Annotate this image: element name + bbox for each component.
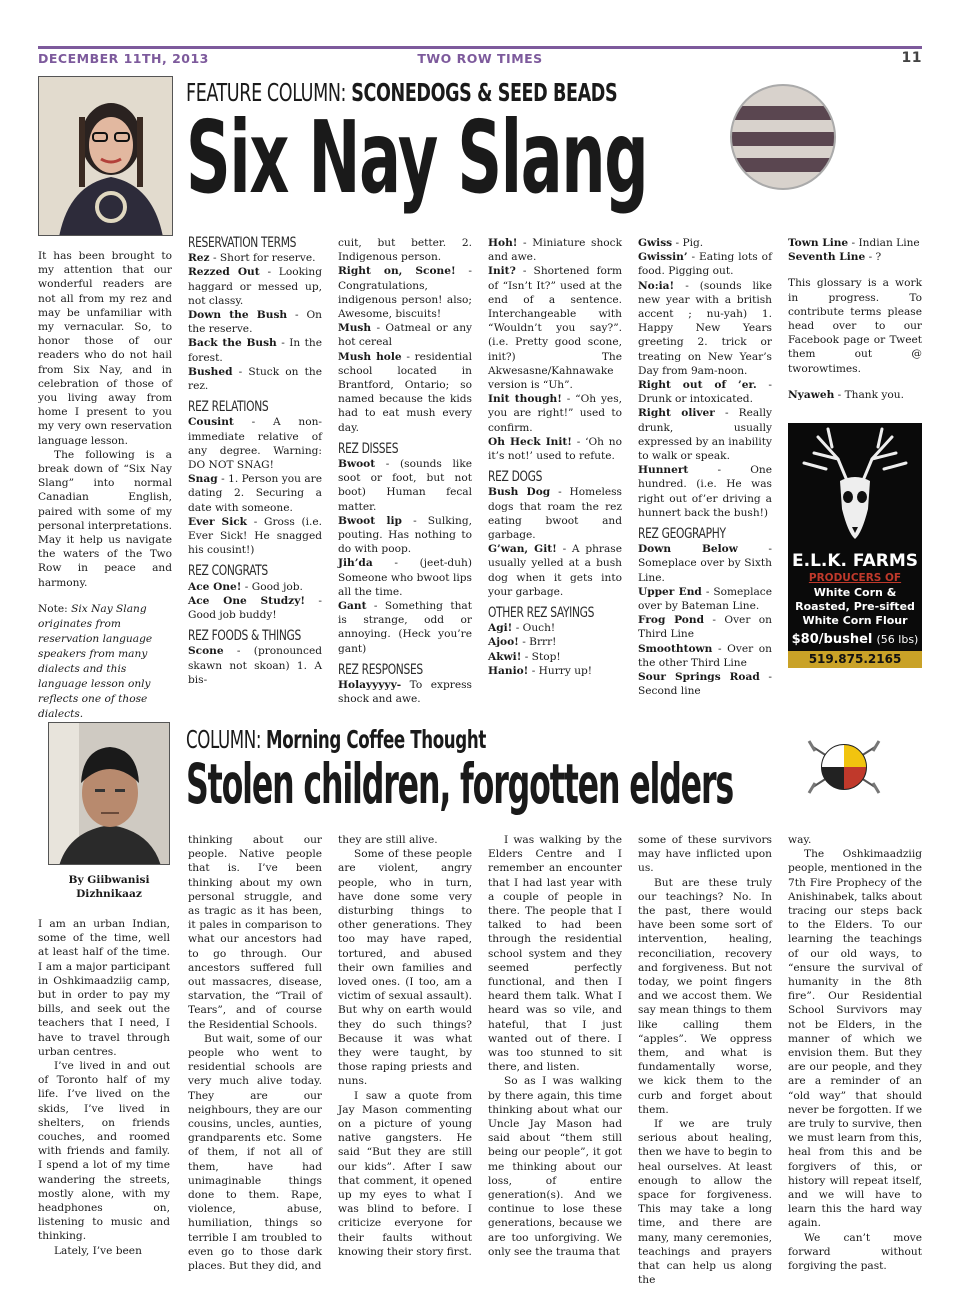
glossary-definition: - Hurry up! xyxy=(531,664,593,677)
glossary-term: Scone xyxy=(188,645,224,658)
glossary-term: Mush hole xyxy=(338,350,402,363)
column-name: Morning Coffee Thought xyxy=(266,725,486,754)
glossary-definition: - Miniature shock and awe. xyxy=(488,237,622,264)
beadwork-image xyxy=(728,82,838,192)
glossary-term: Frog Pond xyxy=(638,614,704,627)
glossary-term: Bwoot lip xyxy=(338,514,402,527)
glossary-term: Cousint xyxy=(188,416,234,429)
glossary-term: Right oliver xyxy=(638,407,715,420)
article-paragraph: But wait, some of our people who went to residential schools are very much alive today. They are our neighbours, they are our cousins, uncles, aunties, grandparents etc. Some of them, if not all of them, have had unimaginable things done to them. Rape, violence, abuse, humiliation, things so terrible I am troubled to even go to those dark places. But they did, and xyxy=(188,1032,322,1273)
note-text: Six Nay Slang originates from reservation language speakers from many dialects and this language lesson only reflects one of those dialects. xyxy=(38,602,153,720)
glossary-term: Bush Dog xyxy=(488,486,551,499)
article-paragraph: I saw a quote from Jay Mason commenting on a picture of young native gangsters. He said “But they are still our kids”. After I saw that comment, it opened up my eyes to what I was blind to before. I criticize everyone for their faults without knowing their story first. xyxy=(338,1089,472,1258)
article-paragraph: Some of these people are violent, angry people, who in turn, have done some very disturbing things to other generations. They too may have raped, tortured, and abused their own families and loved ones. (I too, am a victim of sexual assault). But why on earth would they do such things? Because it was what they were taught, by those raping priests and nuns. xyxy=(338,848,472,1088)
glossary-definition: - Good job. xyxy=(244,580,303,593)
glossary-term: Hunnert xyxy=(638,464,689,477)
glossary-definition: - Indian Line xyxy=(851,237,920,249)
glossary-definition: - A non-immediate relative of any degree. Warning: DO NOT SNAG! xyxy=(188,416,322,472)
glossary-term: Nyaweh xyxy=(788,388,835,401)
article-paragraph: I’ve lived in and out of Toronto half of my life. I’ve lived on the skids, I’ve lived in shelters, on friends couches, and roomed with friends and family. I spend a lot of my time wandering the streets, mostly alone, with my headphones on, listening to music and thinking. xyxy=(38,1060,170,1243)
glossary-definition: - Oatmeal or any hot cereal xyxy=(338,322,472,349)
ad-weight: (56 lbs) xyxy=(876,633,919,646)
column-headline: Stolen children, forgotten elders xyxy=(186,752,734,816)
ad-subheading: PRODUCERS OF xyxy=(808,572,902,584)
glossary-term: Init though! xyxy=(488,393,562,406)
glossary-term: Down Below xyxy=(638,543,738,556)
ad-price: $80/bushel xyxy=(791,632,873,647)
article-column-2 xyxy=(188,833,322,1273)
glossary-definition: - Really drunk, usually expressed by an inability to walk or speak. xyxy=(638,407,773,463)
glossary-definition: - 1. Person you are dating 2. Securing a date with someone. xyxy=(188,473,322,514)
glossary-definition: - Looking haggard or messed up, not classy. xyxy=(188,266,322,307)
article-paragraph: The Oshkimaadziig people, mentioned in the 7th Fire Prophecy of the Anishinabek, talks about tracing our steps back to the Elders. To our learning the teachings of our old ways, to “ensure the survival of humanity in the 8th fire”. Our Residential School Survivors may not be Elders, in the manner of which we envision them. But they are our people, and they are a reminder of an “old way” that should never be forgotten. If we are truly to survive, then we must learn from this, heal from this and be forgivers of this, or history will repeat itself, and we will have to learn this the hard way again. xyxy=(788,848,922,1230)
glossary-definition: - Homeless dogs that roam the rez eating bwoot and garbage. xyxy=(488,486,622,542)
glossary-term: Bushed xyxy=(188,365,233,378)
article-paragraph: thinking about our people. Native people that is. I’ve been thinking about my own personal struggle, and as tragic as it has been, it pales in comparison to what our ancestors had to go through. Our ancestors suffered full out massacres, disease, starvation, the “Trail of Tears”, and of course the Residential Schools. xyxy=(188,834,322,1031)
column-kicker-label: COLUMN: xyxy=(186,725,262,754)
glossary-definition: To express shock and awe. xyxy=(338,679,472,706)
medicine-wheel-icon xyxy=(805,727,883,805)
section-heading: REZ DOGS xyxy=(488,469,543,486)
article-paragraph: I am an urban Indian, some of the time, well at least half of the time. I am a major participant in Oshkimaadziig camp, but in order to pay my bills, and seek out the teachers that I need, I have to travel through urban centres. xyxy=(38,918,170,1058)
glossary-column-4 xyxy=(488,236,622,678)
glossary-term: Bwoot xyxy=(338,458,376,471)
article-paragraph: If we are truly serious about healing, then we have to begin to heal ourselves. At least enough to allow the space for forgiveness. This may take a long time, and there are many, many ceremonies, teachings and prayers that can help us along the xyxy=(638,1118,772,1287)
ad-business-name: E.L.K. FARMS xyxy=(792,551,918,571)
glossary-term: Ace One! xyxy=(188,580,242,593)
glossary-term: Ajoo! xyxy=(488,636,519,649)
glossary-definition: - Sulking, pouting. Has nothing to do with poop. xyxy=(338,514,472,556)
byline xyxy=(48,873,170,901)
ad-phone: 519.875.2165 xyxy=(788,651,922,668)
intro-paragraph: The following is a break down of “Six Nay Slang” into normal Canadian English, paired with some of my personal interpretations. May it help us navigate the waters of the Two Row in peace and harmony. xyxy=(38,448,172,589)
glossary-column-3 xyxy=(338,236,472,707)
glossary-term: Right out of ’er. xyxy=(638,379,757,392)
glossary-term: Gwiss xyxy=(638,237,673,249)
glossary-term: Init? xyxy=(488,265,516,278)
glossary-definition: - ‘Oh no it’s not!’ used to refute. xyxy=(488,435,623,463)
article-paragraph: they are still alive. xyxy=(338,834,438,846)
note-label: Note: xyxy=(38,602,68,615)
issue-date: DECEMBER 11TH, 2013 xyxy=(38,51,209,66)
columnist-photo xyxy=(38,76,173,236)
page-header xyxy=(38,46,922,68)
article-column-1 xyxy=(38,917,170,1258)
glossary-term: Smoothtown xyxy=(638,642,713,655)
glossary-definition: - Congratulations, indigenous person! also; Awesome, biscuits! xyxy=(338,265,472,321)
glossary-definition: - In the forest. xyxy=(188,337,322,364)
glossary-term: Rez xyxy=(188,252,210,265)
article-column-3 xyxy=(338,833,472,1259)
article-column-4 xyxy=(488,833,622,1259)
glossary-definition: - Gross (i.e. Ever Sick! He snagged his cousint!) xyxy=(188,515,322,557)
glossary-term: Snag xyxy=(188,473,218,486)
column-kicker xyxy=(186,725,486,754)
ad-product-line: White Corn Flour xyxy=(802,614,908,627)
section-heading: RESERVATION TERMS xyxy=(188,235,297,251)
article-paragraph: So as I was walking by there again, this time thinking about what our Uncle Jay Mason had said about “them still being our people”, it got me thinking about our loss, of entire generation(s). And we continue to lose these generations, because we are too unforgiving. We only see the trauma that xyxy=(488,1075,622,1258)
columnist-portrait-image xyxy=(49,723,170,865)
glossary-definition: - Stop! xyxy=(524,650,561,663)
glossary-definition: - (sounds like soot or foot, but not boot) Human fecal matter. xyxy=(338,458,473,513)
glossary-definition: - Ouch! xyxy=(515,622,556,635)
article-paragraph: But are these truly our teachings? No. In the past, there would have been some sort of intervention, healing, reconciliation, recovery and forgiveness. But not today, we point fingers and we accost them. We say mean things to them like calling them “apples”. We oppress them, and what is fundamentally worse, we kick them to the curb and forget about them. xyxy=(638,876,772,1116)
glossary-term: Upper End xyxy=(638,585,702,598)
glossary-term: Gant xyxy=(338,600,367,613)
glossary-definition: cuit, but better. 2. Indigenous person. xyxy=(338,237,472,264)
intro-paragraph: It has been brought to my attention that our wonderful readers are not all from my rez and may be unfamiliar with my vernacular. So, to honor those of our readers who do not hail from Six Nay, and in celebration of those of you living away from home I present to you my very own reservation language lesson. xyxy=(38,250,172,447)
glossary-definition: - Over on the other Third Line xyxy=(638,642,772,669)
section-heading: REZ RESPONSES xyxy=(338,661,423,678)
glossary-definition: - Eating lots of food. Pigging out. xyxy=(638,251,772,278)
glossary-definition: - Something that is strange, odd or annoying. (Heck you’re gant) xyxy=(338,600,472,655)
columnist-portrait-image xyxy=(39,77,173,236)
byline-author: By Giibwanisi xyxy=(68,874,150,886)
glossary-term: Seventh Line xyxy=(788,251,866,264)
glossary-definition: - Someplace over by Sixth Line. xyxy=(638,543,773,584)
glossary-term: Akwi! xyxy=(488,650,522,663)
glossary-term: Right on, Scone! xyxy=(338,265,456,278)
glossary-definition: - Someplace over by Bateman Line. xyxy=(638,585,772,613)
glossary-definition: - Good job buddy! xyxy=(188,594,322,622)
ad-product-line: White Corn & xyxy=(813,586,897,599)
glossary-definition: - (jeet-duh) Someone who bwoot lips all the time. xyxy=(338,557,472,598)
glossary-term: Oh Heck Init! xyxy=(488,435,572,448)
ad-product-line: Roasted, Pre-sifted xyxy=(795,600,915,613)
glossary-definition: - (sounds like new year with a british accent ; nu-yah) 1. Happy New Years greeting 2. trick or treating on New Year’s Day from 9am-noon. xyxy=(638,279,772,377)
glossary-term: Back the Bush xyxy=(188,337,277,350)
glossary-definition: - “Oh yes, you are right!” used to confirm. xyxy=(488,393,622,434)
glossary-definition: - Over on Third Line xyxy=(638,614,773,641)
glossary-term: Mush xyxy=(338,322,372,335)
feature-intro-column xyxy=(38,249,172,722)
masthead-title: TWO ROW TIMES xyxy=(417,51,543,66)
section-heading: REZ DISSES xyxy=(338,440,399,457)
glossary-definition: - Pig. xyxy=(675,237,704,249)
glossary-term: Hoh! xyxy=(488,237,518,249)
glossary-definition: - One hundred. (i.e. He was right out of’er driving a hunnert back the bush!) xyxy=(638,464,772,519)
glossary-note: This glossary is a work in progress. To contribute terms please head over to our Facebook page or Tweet them out @ tworowtimes. xyxy=(788,277,922,375)
article-paragraph: Lately, I’ve been xyxy=(54,1244,142,1257)
glossary-term: Down the Bush xyxy=(188,309,288,322)
columnist-photo-2 xyxy=(48,722,170,865)
glossary-definition: - Second line xyxy=(638,671,772,698)
glossary-definition: - A phrase usually yelled at a bush dog when it gets into your garbage. xyxy=(488,543,623,598)
section-heading: OTHER REZ SAYINGS xyxy=(488,605,595,622)
glossary-term: Sour Springs Road xyxy=(638,671,760,684)
section-heading: REZ RELATIONS xyxy=(188,399,269,416)
glossary-definition: - Stuck on the rez. xyxy=(188,365,323,393)
section-heading: REZ FOODS & THINGS xyxy=(188,628,301,645)
glossary-definition: - Thank you. xyxy=(837,388,904,401)
glossary-term: Agi! xyxy=(488,622,513,635)
glossary-term: Ace One Studzy! xyxy=(188,594,305,607)
glossary-definition: - On the reserve. xyxy=(188,309,322,336)
byline-author: Dizhnikaaz xyxy=(76,888,142,900)
glossary-term: Town Line xyxy=(788,237,849,249)
feature-kicker-label: FEATURE COLUMN: xyxy=(186,78,347,107)
article-paragraph: way. xyxy=(788,834,812,846)
glossary-column-5 xyxy=(638,236,772,699)
glossary-definition: - residential school located in Brantford, Ontario; so named because the kids had to eat mush every day. xyxy=(338,350,472,434)
article-column-6 xyxy=(788,833,922,1273)
glossary-term: Rezzed Out xyxy=(188,266,260,279)
section-heading: REZ GEOGRAPHY xyxy=(638,526,726,543)
glossary-definition: - ? xyxy=(868,251,882,264)
elk-farms-ad xyxy=(788,423,922,668)
article-paragraph: We can’t move forward without forgiving the past. xyxy=(788,1231,922,1273)
page-number: 11 xyxy=(901,50,922,66)
glossary-definition: - (pronounced skawn not skoan) 1. A bis- xyxy=(188,645,322,686)
glossary-definition: - Short for reserve. xyxy=(212,252,316,265)
section-heading: REZ CONGRATS xyxy=(188,563,268,580)
feature-column-name: SCONEDOGS & SEED BEADS xyxy=(351,78,618,107)
glossary-term: Hanio! xyxy=(488,664,529,677)
glossary-definition: - Drunk or intoxicated. xyxy=(638,379,772,406)
glossary-definition: - Brrr! xyxy=(522,636,557,649)
article-paragraph: I was walking by the Elders Centre and I remember an encounter that I had last year with a couple of people in there. The people that I talked to had been through the residential school system and they seemed perfectly functional, and then I heard them talk. What I heard was so vile, and hateful, that I just wanted out of there. I was too stunned to sit there, and listen. xyxy=(488,834,622,1074)
glossary-term: No:ia! xyxy=(638,279,675,292)
glossary-term: G’wan, Git! xyxy=(488,543,557,556)
glossary-term: Jih’da xyxy=(338,557,373,570)
glossary-term: Holayyyyy- xyxy=(338,679,402,692)
article-column-5 xyxy=(638,833,772,1288)
glossary-column-6 xyxy=(788,236,922,402)
glossary-term: Gwissin’ xyxy=(638,251,688,264)
feature-headline: Six Nay Slang xyxy=(186,99,648,216)
glossary-term: Ever Sick xyxy=(188,515,248,528)
glossary-definition: - Shortened form of “Isn’t It?” used at the end of a sentence. Interchangeable with “Wouldn’t you say?”. (i.e. Pretty good scone, init?) The Akwesasne/Kahnawake version is “Uh”. xyxy=(488,265,622,392)
glossary-column-2 xyxy=(188,236,322,687)
elk-skull-icon xyxy=(788,423,922,549)
article-paragraph: some of these survivors may have inflicted upon us. xyxy=(638,834,772,875)
